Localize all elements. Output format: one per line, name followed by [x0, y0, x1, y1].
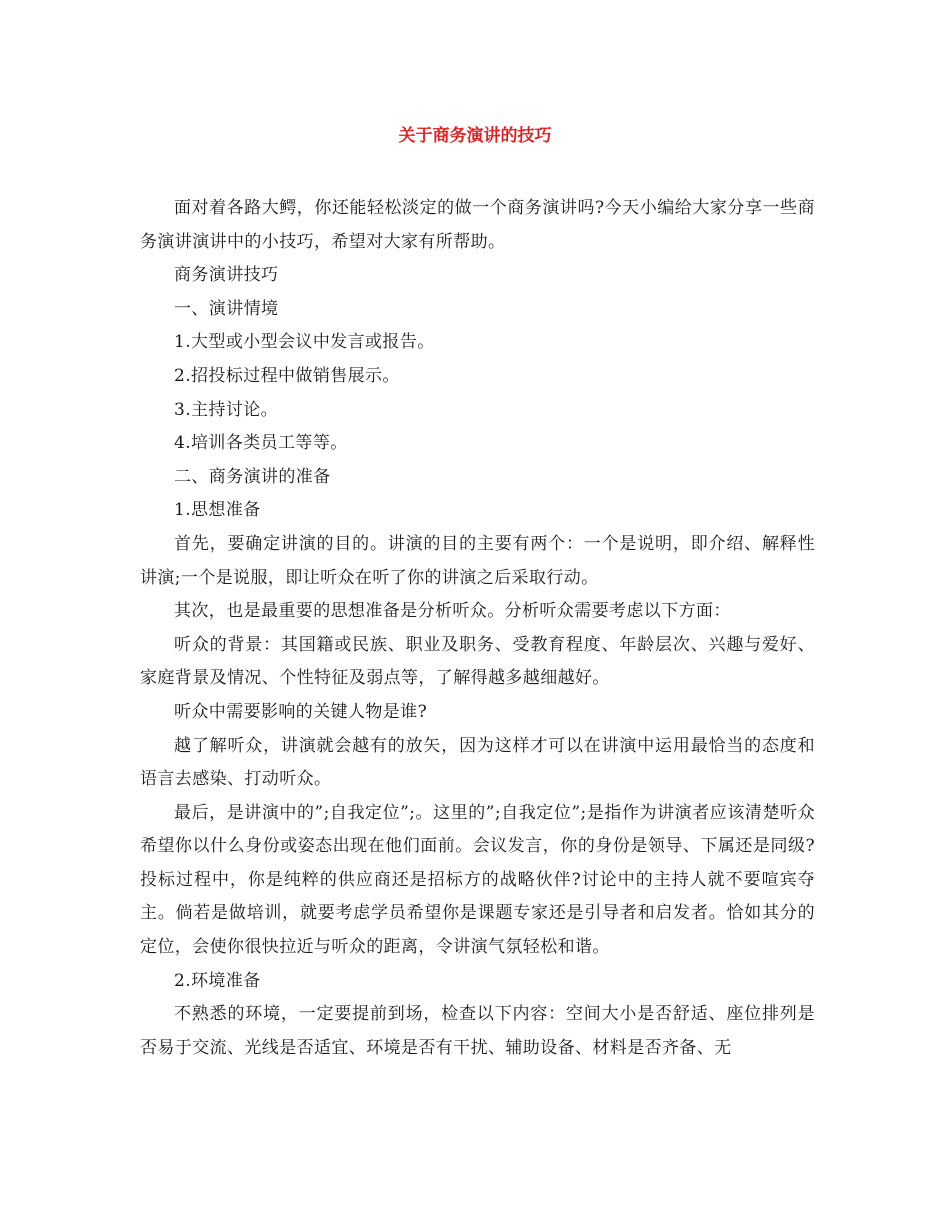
paragraph: 4.培训各类员工等等。 — [174, 433, 348, 454]
paragraph: 商务演讲技巧 — [174, 265, 279, 286]
document-title: 关于商务演讲的技巧 — [398, 126, 552, 146]
paragraph: 1.思想准备 — [174, 500, 261, 521]
paragraph: 不熟悉的环境，一定要提前到场，检查以下内容：空间大小是否舒适、座位排列是否易于交流、光线是否适宜、环境是否有干扰、辅助设备、材料是否齐备、无 — [140, 1004, 815, 1058]
paragraph: 1.大型或小型会议中发言或报告。 — [174, 332, 435, 353]
paragraph: 面对着各路大鳄，你还能轻松淡定的做一个商务演讲吗?今天小编给大家分享一些商务演讲演讲中的小技巧，希望对大家有所帮助。 — [140, 198, 815, 252]
paragraph: 3.主持讨论。 — [174, 399, 279, 420]
document-body — [140, 192, 815, 1065]
paragraph: 听众中需要影响的关键人物是谁? — [174, 701, 428, 722]
paragraph: 2.环境准备 — [174, 970, 261, 991]
paragraph: 一、演讲情境 — [174, 298, 279, 319]
paragraph: 越了解听众，讲演就会越有的放矢，因为这样才可以在讲演中运用最恰当的态度和语言去感染、打动听众。 — [140, 735, 815, 790]
paragraph: 最后，是讲演中的”;自我定位”;。这里的”;自我定位”;是指作为讲演者应该清楚听众希望你以什么身份或姿态出现在他们面前。会议发言，你的身份是领导、下属还是同级?投标过程中，你是纯粹的供应商还是招标方的战略伙伴?讨论中的主持人就不要喧宾夺主。倘若是做培训，就要考虑学员希望你是课题专家还是引导者和启发者。恰如其分的定位，会使你很快拉近与听众的距离，令讲演气氛轻松和谐。 — [140, 802, 815, 958]
paragraph: 二、商务演讲的准备 — [174, 466, 331, 487]
paragraph: 2.招投标过程中做销售展示。 — [174, 365, 400, 386]
paragraph: 其次，也是最重要的思想准备是分析听众。分析听众需要考虑以下方面： — [174, 601, 731, 622]
paragraph: 听众的背景：其国籍或民族、职业及职务、受教育程度、年龄层次、兴趣与爱好、家庭背景及情况、个性特征及弱点等，了解得越多越细越好。 — [140, 634, 815, 689]
paragraph: 首先，要确定讲演的目的。讲演的目的主要有两个：一个是说明，即介绍、解释性讲演;一个是说服，即让听众在听了你的讲演之后采取行动。 — [140, 533, 815, 588]
